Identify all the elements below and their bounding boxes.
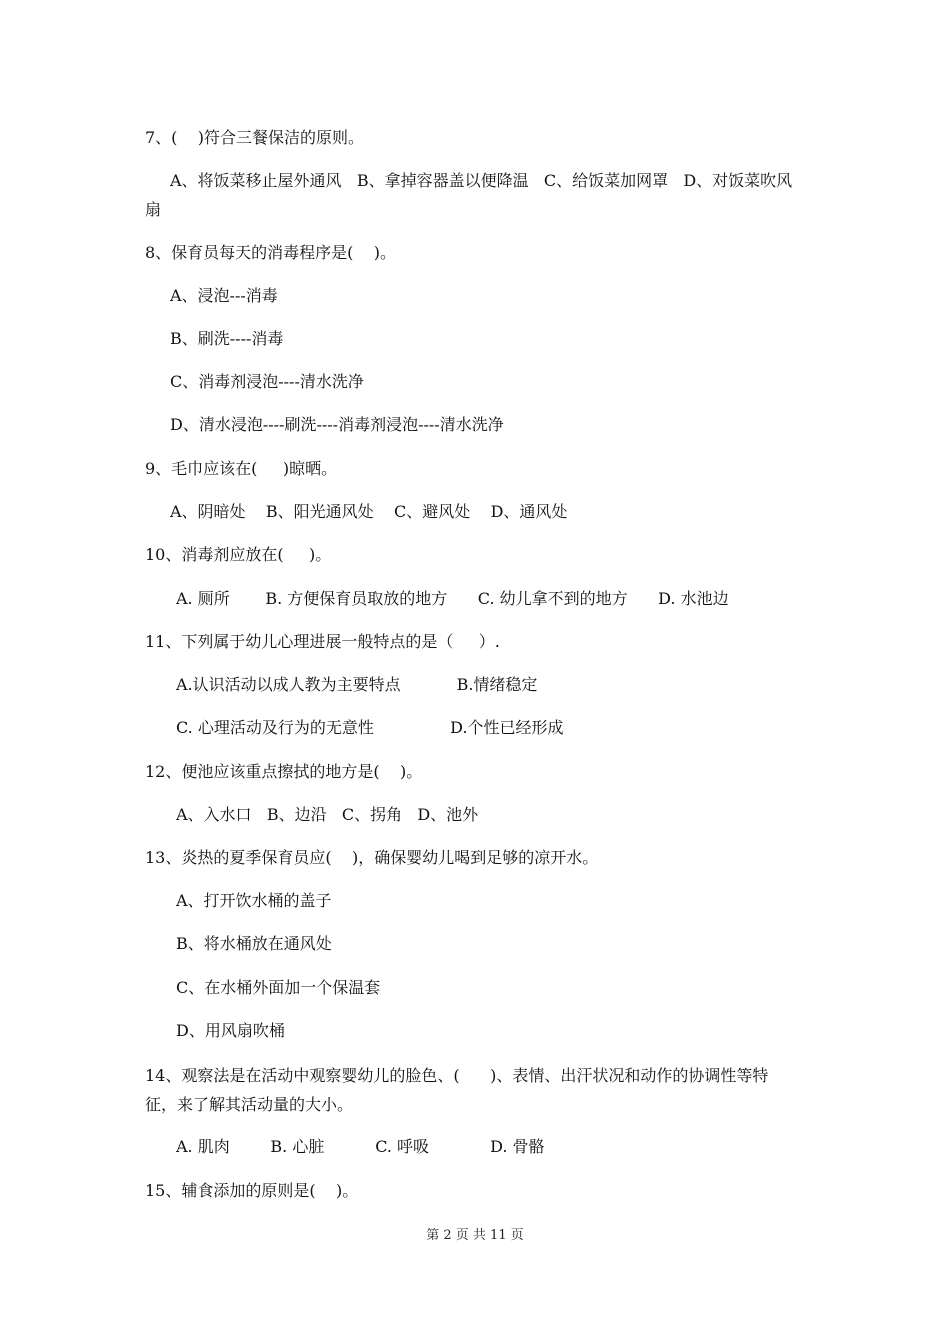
question-8-option-b: B、刷洗----消毒: [170, 329, 284, 348]
page-footer: 第 2 页 共 11 页: [426, 1228, 524, 1243]
question-8-option-a: A、浸泡---消毒: [170, 286, 278, 305]
question-11-options-row2: C. 心理活动及行为的无意性 D.个性已经形成: [176, 718, 564, 737]
question-14-stem-wrap: 征，来了解其活动量的大小。: [145, 1095, 354, 1114]
question-11-stem: 11、下列属于幼儿心理进展一般特点的是（ ）.: [145, 632, 500, 651]
question-13-option-b: B、将水桶放在通风处: [176, 934, 332, 953]
question-15-stem: 15、辅食添加的原则是( )。: [145, 1181, 359, 1200]
question-13-stem: 13、炎热的夏季保育员应( )，确保婴幼儿喝到足够的凉开水。: [145, 848, 599, 867]
question-7-options-wrap: 扇: [145, 200, 162, 219]
question-13-option-c: C、在水桶外面加一个保温套: [176, 978, 381, 997]
question-9-options: A、阴暗处 B、阳光通风处 C、避风处 D、通风处: [170, 502, 568, 521]
question-12-options: A、入水口 B、边沿 C、拐角 D、池外: [176, 805, 479, 824]
question-13-option-d: D、用风扇吹桶: [176, 1021, 285, 1040]
question-8-stem: 8、保育员每天的消毒程序是( )。: [145, 243, 397, 262]
question-9-stem: 9、毛巾应该在( )晾晒。: [145, 459, 338, 478]
question-8-option-c: C、消毒剂浸泡----清水洗净: [170, 372, 364, 391]
question-13-option-a: A、打开饮水桶的盖子: [176, 891, 332, 910]
question-7-options: A、将饭菜移止屋外通风 B、拿掉容器盖以便降温 C、给饭菜加网罩 D、对饭菜吹风: [170, 171, 793, 190]
question-14-options: A. 肌肉 B. 心脏 C. 呼吸 D. 骨骼: [176, 1137, 545, 1156]
question-12-stem: 12、便池应该重点擦拭的地方是( )。: [145, 762, 423, 781]
question-8-option-d: D、清水浸泡----刷洗----消毒剂浸泡----清水洗净: [170, 415, 504, 434]
question-7-stem: 7、( )符合三餐保洁的原则。: [145, 128, 365, 147]
question-10-options: A. 厕所 B. 方便保育员取放的地方 C. 幼儿拿不到的地方 D. 水池边: [176, 589, 729, 608]
question-11-options-row1: A.认识活动以成人教为主要特点 B.情绪稳定: [176, 675, 538, 694]
question-14-stem: 14、观察法是在活动中观察婴幼儿的脸色、( )、表情、出汗状况和动作的协调性等特: [145, 1066, 769, 1085]
question-10-stem: 10、消毒剂应放在( )。: [145, 545, 332, 564]
